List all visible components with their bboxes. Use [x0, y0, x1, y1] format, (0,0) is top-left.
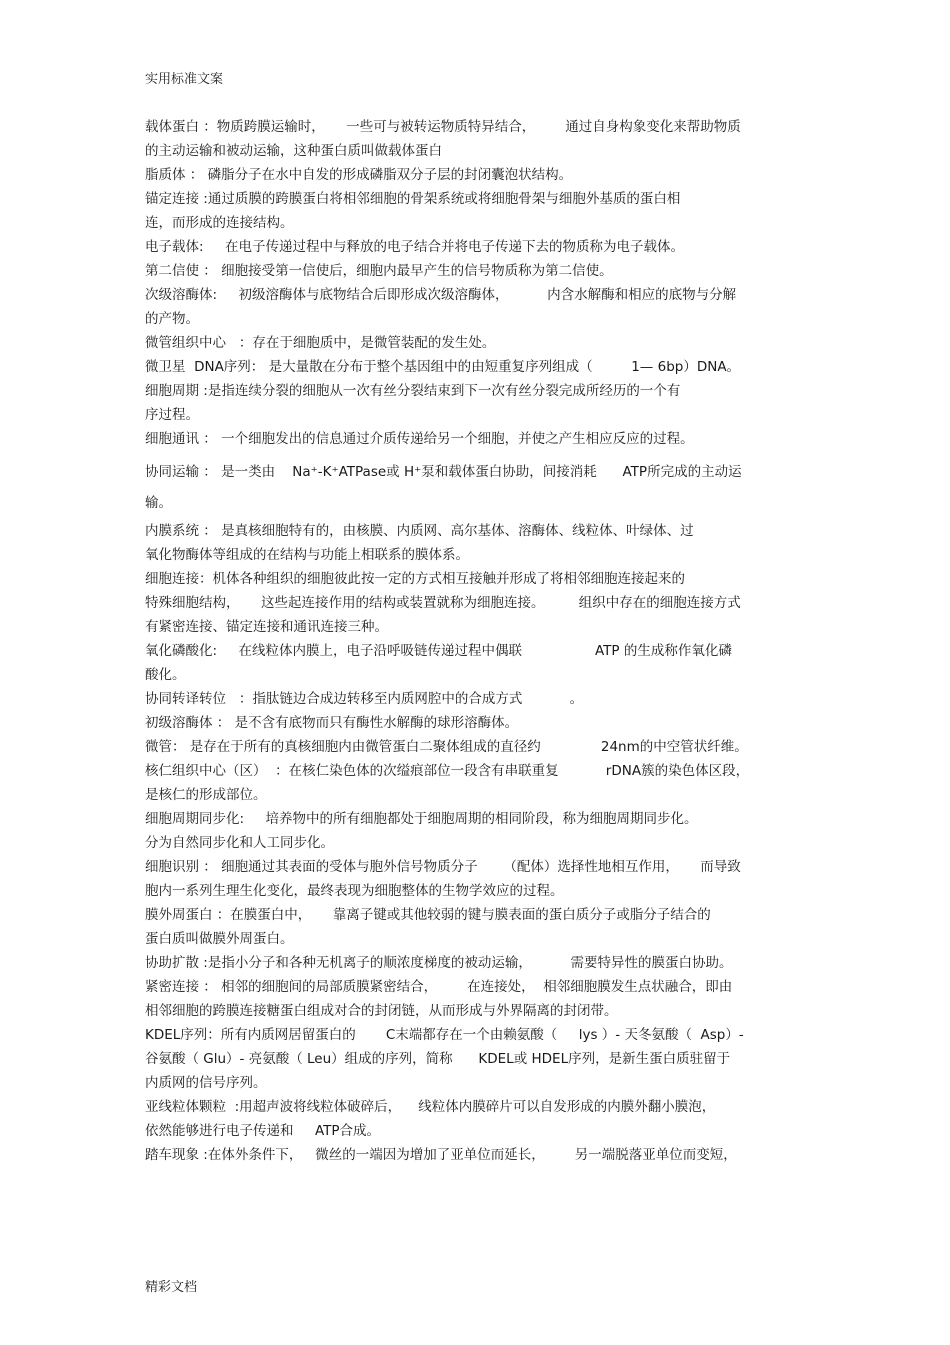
- page-footer: 精彩文档: [145, 1280, 198, 1295]
- entry-peripheral-protein: 膜外周蛋白 ：在膜蛋白中， 靠离子键或其他较弱的键与膜表面的蛋白质分子或脂分子结合的 蛋白质叫做膜外周蛋白。: [145, 907, 711, 947]
- entry-cell-recognition: 细胞识别 ： 细胞通过其表面的受体与胞外信号物质分子 （配体）选择性地相互作用， 而导致 胞内一系列生理生化变化，最终表现为细胞整体的生物学效应的过程。: [145, 859, 741, 899]
- entry-mtoc: 微管组织中心 ：存在于细胞质中，是微管装配的发生处。: [145, 335, 496, 351]
- entry-liposome: 脂质体 ： 磷脂分子在水中自发的形成磷脂双分子层的封闭囊泡状结构。: [145, 167, 573, 183]
- entry-cotranslational-translocation: 协同转译转位 ：指肽链边合成边转移至内质网腔中的合成方式 。: [145, 691, 584, 707]
- entry-microtubule: 微管： 是存在于所有的真核细胞内由微管蛋白二聚体组成的直径约 24nm的中空管状纤维。: [145, 739, 748, 755]
- entry-cell-cycle-synchronization: 细胞周期同步化: 培养物中的所有细胞都处于细胞周期的相同阶段，称为细胞周期同步化。 分为自然同步化和人工同步化。: [145, 811, 698, 851]
- entry-kdel-sequence: KDEL序列：所有内质网居留蛋白的 C末端都存在一个由赖氨酸（ lys ）- 天冬氨酸（ Asp）- 谷氨酸（ Glu）- 亮氨酸（ Leu）组成的序列，简称 KDEL或 HDEL序列，是新生蛋白质驻留于 内质网的信号序列。: [145, 1027, 744, 1091]
- entry-second-messenger: 第二信使 ： 细胞接受第一信使后，细胞内最早产生的信号物质称为第二信使。: [145, 263, 613, 279]
- entry-cell-communication: 细胞通讯 ： 一个细胞发出的信息通过介质传递给另一个细胞，并使之产生相应反应的过程。: [145, 431, 694, 447]
- entry-cotransport: 协同运输 ： 是一类由 Na⁺-K⁺ATPase或 H⁺泵和载体蛋白协助，间接消耗 ATP所完成的主动运 输。: [145, 464, 742, 511]
- entry-microsatellite-dna: 微卫星 DNA序列： 是大量散在分布于整个基因组中的由短重复序列组成（ 1— 6bp）DNA。: [145, 359, 741, 375]
- page-header: 实用标准文案: [145, 72, 224, 87]
- entry-oxidative-phosphorylation: 氧化磷酸化: 在线粒体内膜上，电子沿呼吸链传递过程中偶联 ATP 的生成称作氧化磷 酸化。: [145, 643, 732, 683]
- entry-tight-junction: 紧密连接 ： 相邻的细胞间的局部质膜紧密结合， 在连接处， 相邻细胞膜发生点状融合，即由 相邻细胞的跨膜连接糖蛋白组成对合的封闭链，从而形成与外界隔离的封闭带。: [145, 979, 733, 1019]
- entry-electron-carrier: 电子载体: 在电子传递过程中与释放的电子结合并将电子传递下去的物质称为电子载体。: [145, 239, 685, 255]
- entry-cell-cycle: 细胞周期 :是指连续分裂的细胞从一次有丝分裂结束到下一次有丝分裂完成所经历的一个有 序过程。: [145, 383, 681, 423]
- entry-anchoring-junction: 锚定连接 :通过质膜的跨膜蛋白将相邻细胞的骨架系统或将细胞骨架与细胞外基质的蛋白相 连，而形成的连接结构。: [145, 191, 681, 231]
- entry-secondary-lysosome: 次级溶酶体: 初级溶酶体与底物结合后即形成次级溶酶体， 内含水解酶和相应的底物与分解 的产物。: [145, 287, 737, 327]
- entry-endomembrane-system: 内膜系统 ： 是真核细胞特有的，由核膜、内质网、高尔基体、溶酶体、线粒体、叶绿体、过 氧化物酶体等组成的在结构与功能上相联系的膜体系。: [145, 523, 694, 563]
- glossary-body: [145, 115, 810, 1167]
- entry-nucleolar-organizer: 核仁组织中心（区） ：在核仁染色体的次缢痕部位一段含有串联重复 rDNA簇的染色体区段， 是核仁的形成部位。: [145, 763, 750, 803]
- entry-cell-junction: 细胞连接：机体各种组织的细胞彼此按一定的方式相互接触并形成了将相邻细胞连接起来的 特殊细胞结构， 这些起连接作用的结构或装置就称为细胞连接。 组织中存在的细胞连接方式 有紧密连接、锚定连接和通讯连接三种。: [145, 571, 741, 635]
- entry-treadmilling: 踏车现象 :在体外条件下， 微丝的一端因为增加了亚单位而延长， 另一端脱落亚单位而变短，: [145, 1147, 737, 1163]
- entry-facilitated-diffusion: 协助扩散 :是指小分子和各种无机离子的顺浓度梯度的被动运输， 需要特异性的膜蛋白协助。: [145, 955, 733, 971]
- entry-primary-lysosome: 初级溶酶体 ： 是不含有底物而只有酶性水解酶的球形溶酶体。: [145, 715, 519, 731]
- entry-submitochondrial-particle: 亚线粒体颗粒 :用超声波将线粒体破碎后， 线粒体内膜碎片可以自发形成的内膜外翻小膜泡， 依然能够进行电子传递和 ATP合成。: [145, 1099, 716, 1139]
- entry-carrier-protein: 载体蛋白 ：物质跨膜运输时， 一些可与被转运物质特异结合， 通过自身构象变化来帮助物质 的主动运输和被动运输，这种蛋白质叫做载体蛋白: [145, 119, 741, 159]
